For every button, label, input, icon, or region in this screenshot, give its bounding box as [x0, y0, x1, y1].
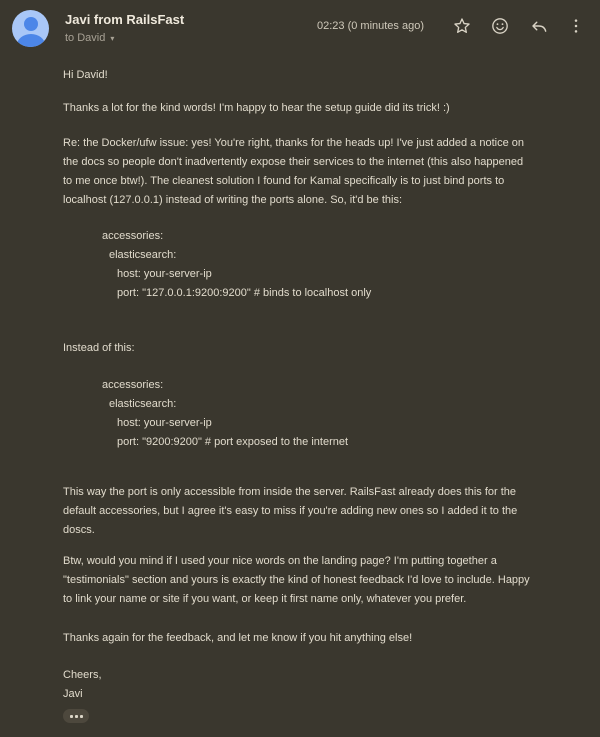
paragraph-this-way	[63, 483, 590, 540]
text-line: Btw, would you mind if I used your nice words on the landing page? I'm putting together a	[63, 555, 497, 567]
ellipsis-icon	[80, 715, 83, 718]
text-line: elasticsearch:	[109, 249, 177, 261]
paragraph-thanks-again: Thanks again for the feedback, and let me know if you hit anything else!	[63, 632, 413, 644]
text-line: port: "127.0.0.1:9200:9200" # binds to localhost only	[117, 287, 372, 299]
text-line: localhost (127.0.0.1) instead of writing the ports alone. So, it'd be this:	[63, 194, 403, 206]
text-line: accessories:	[102, 230, 164, 242]
text-line: to me once btw!). The cleanest solution I found for Kamal specifically is to just bind ports to	[63, 175, 505, 187]
text-line: the docs so people don't inadvertently expose their services to the internet (this also happened	[63, 156, 524, 168]
text-line: host: your-server-ip	[117, 268, 212, 280]
recipient-label: to David	[65, 32, 106, 44]
reply-icon	[528, 16, 548, 36]
star-button[interactable]	[452, 16, 472, 36]
text-line: host: your-server-ip	[117, 417, 212, 429]
emoji-reaction-button[interactable]	[490, 16, 510, 36]
text-line: "testimonials" section and yours is exactly the kind of honest feedback I'd love to include. Happy	[63, 574, 530, 586]
paragraph-thanks: Thanks a lot for the kind words! I'm happy to hear the setup guide did its trick! :)	[63, 102, 450, 114]
text-line: default accessories, but I agree it's easy to miss if you're adding new ones so I added it to the	[63, 505, 518, 517]
person-icon	[24, 17, 38, 31]
signoff	[63, 666, 590, 704]
kebab-menu-icon	[566, 16, 586, 36]
text-line: doscs.	[63, 524, 95, 536]
paragraph-testimonial	[63, 552, 590, 609]
sender-name: Javi from RailsFast	[65, 12, 185, 27]
text-line: Javi	[63, 688, 83, 700]
code-block-localhost	[63, 227, 590, 303]
paragraph-docker-issue	[63, 134, 590, 210]
text-line: port: "9200:9200" # port exposed to the internet	[117, 436, 349, 448]
header-meta	[317, 10, 586, 36]
text-line: elasticsearch:	[109, 398, 177, 410]
timestamp: 02:23 (0 minutes ago)	[316, 20, 424, 32]
text-line: This way the port is only accessible from inside the server. RailsFast already does this for the	[63, 486, 517, 498]
recipient-dropdown[interactable]	[65, 32, 114, 44]
show-trimmed-content-button[interactable]	[63, 709, 89, 723]
more-options-button[interactable]	[566, 16, 586, 36]
avatar[interactable]	[12, 10, 49, 47]
emoji-reaction-icon	[490, 16, 510, 36]
text-line: Re: the Docker/ufw issue: yes! You're right, thanks for the heads up! I've just added a notice on	[63, 137, 524, 149]
text-line: accessories:	[102, 379, 164, 391]
paragraph-instead: Instead of this:	[63, 342, 135, 354]
email-body	[0, 56, 600, 737]
reply-button[interactable]	[528, 16, 548, 36]
ellipsis-icon	[70, 715, 73, 718]
code-block-exposed	[63, 376, 590, 452]
sender-block	[65, 10, 317, 46]
chevron-down-icon: ▾	[110, 33, 115, 43]
text-line: to link your name or site if you want, or keep it first name only, whatever you prefer.	[63, 593, 467, 605]
star-icon	[452, 16, 472, 36]
paragraph-greeting: Hi David!	[63, 69, 108, 81]
email-header	[0, 0, 600, 56]
ellipsis-icon	[75, 715, 78, 718]
text-line: Cheers,	[63, 669, 102, 681]
person-icon	[17, 34, 45, 47]
